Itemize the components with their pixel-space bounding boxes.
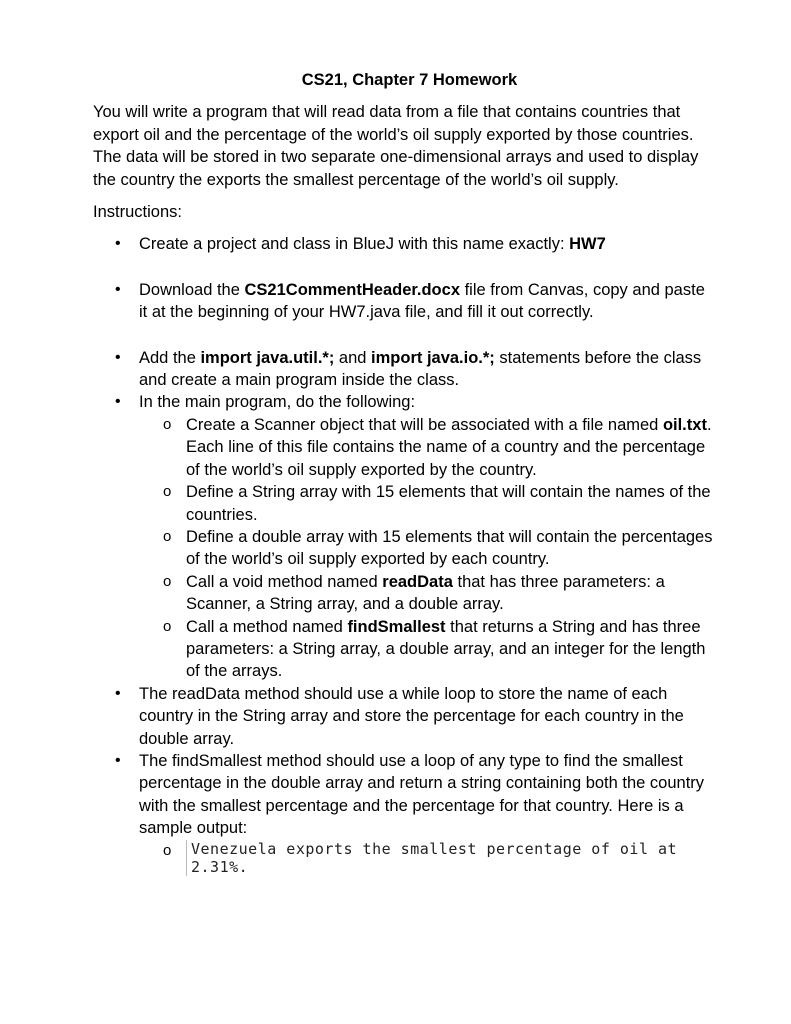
sub-list-item: o Define a String array with 15 elements that will contain the names of the countries.	[163, 483, 711, 524]
bullet-icon: •	[115, 393, 121, 411]
bullet-icon: •	[115, 684, 121, 702]
sub-list	[139, 414, 713, 683]
spacer	[93, 324, 713, 347]
circle-bullet-icon: o	[163, 527, 172, 545]
spacer	[93, 256, 713, 279]
instructions-list	[93, 233, 713, 878]
list-item: • Download the CS21CommentHeader.docx file from Canvas, copy and paste it at the beginning of your HW7.java file, and fill it out correctly.	[115, 280, 705, 322]
sub-list-item: o Call a void method named readData that has three parameters: a Scanner, a String array, and a double array.	[163, 572, 665, 614]
circle-bullet-icon: o	[163, 841, 172, 859]
bullet-icon: •	[115, 280, 121, 298]
page-title: CS21, Chapter 7 Homework	[301, 71, 518, 89]
circle-bullet-icon: o	[163, 483, 172, 501]
list-item: • The findSmallest method should use a loop of any type to find the smallest percentage in the double array and return a string containing both the country with the smallest percentage and the percentage for that country. Here is a sample output: o Venezuela exports the smallest percentage of oil at 2.31%.	[93, 750, 713, 878]
circle-bullet-icon: o	[163, 415, 172, 433]
sub-list-item: o Call a method named findSmallest that returns a String and has three parameters: a String array, a double array, and an integer for the length of the arrays.	[163, 617, 706, 681]
list-item: • In the main program, do the following: o Create a Scanner object that will be associated with a file named oil.txt. Each line of this file contains the name of a country and the percentage of the world’s oil supply exported by the country. o Define a String array with 15 elements that will contain the names of the countries. o Define a double array with 15 elements that will contain the percentages of the world’s oil supply exported by each country. o Call a void method named readData that has three parameters: a Scanner, a String array, and a double array. o Call a method named findSmallest that returns a String and has three parameters: a String array, a double array, and an integer for the length of the arrays.	[93, 391, 713, 682]
list-item: • Add the import java.util.*; and import java.io.*; statements before the class and create a main program inside the class.	[115, 348, 702, 390]
bullet-icon: •	[115, 348, 121, 366]
sub-list-item: o Create a Scanner object that will be associated with a file named oil.txt. Each line of this file contains the name of a country and the percentage of the world’s oil supply exported by the country.	[163, 415, 712, 479]
list-item: • Create a project and class in BlueJ with this name exactly: HW7	[93, 233, 713, 255]
circle-bullet-icon: o	[163, 572, 172, 590]
bullet-icon: •	[115, 235, 121, 253]
sub-list	[139, 840, 713, 878]
sub-list-item: o Define a double array with 15 elements that will contain the percentages of the world’s oil supply exported by each country.	[163, 527, 713, 569]
circle-bullet-icon: o	[163, 617, 172, 635]
sample-output: Venezuela exports the smallest percentage of oil at 2.31%.	[186, 840, 713, 876]
list-item: • The readData method should use a while loop to store the name of each country in the String array and store the percentage for each country in the double array.	[115, 684, 684, 748]
intro-paragraph: You will write a program that will read data from a file that contains countries that export oil and the percentage of the world’s oil supply exported by those countries. The data will be stored in two separate one-dimensional arrays and used to display the country the exports the smallest percentage of the world’s oil supply.	[93, 103, 699, 189]
instructions-label: Instructions:	[93, 203, 182, 222]
document-page	[93, 69, 713, 878]
sub-list-item	[139, 840, 713, 878]
bullet-icon: •	[115, 751, 121, 769]
